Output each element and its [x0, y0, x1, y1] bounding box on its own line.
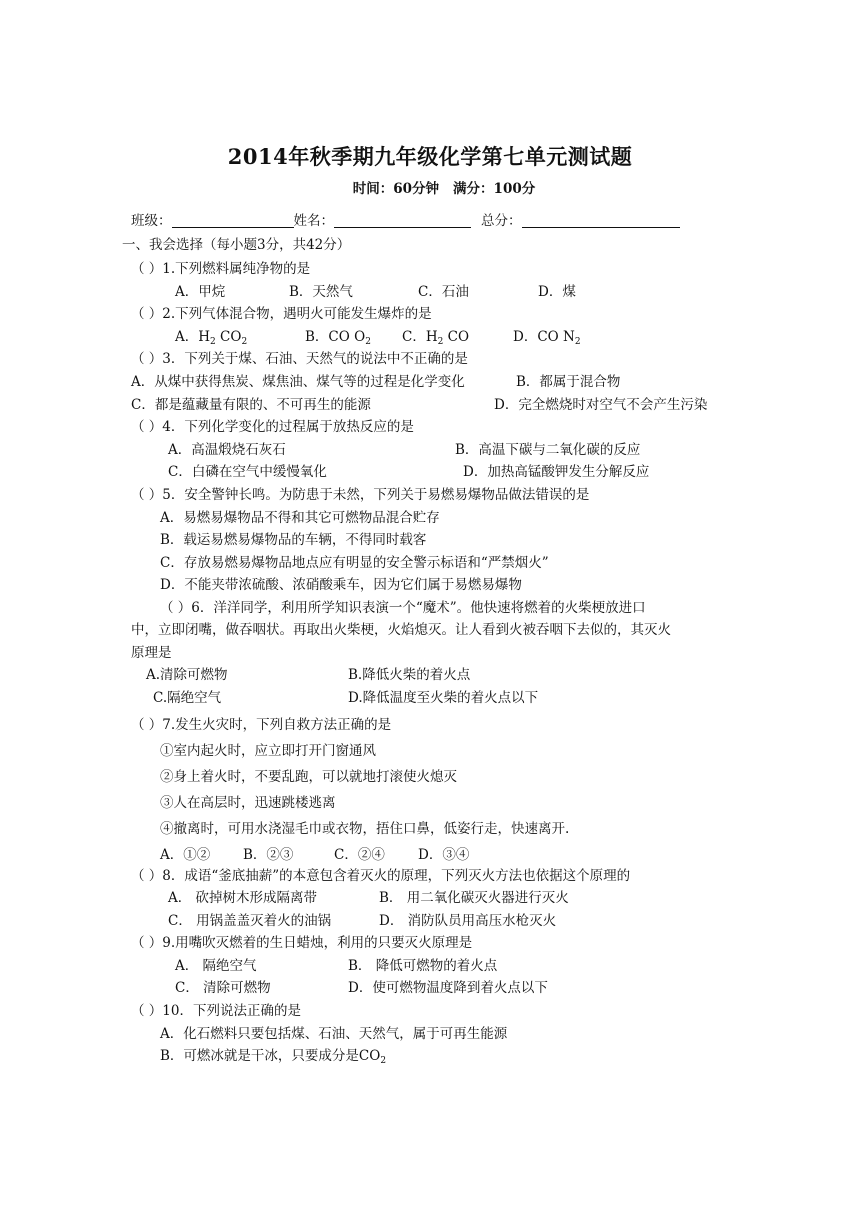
question-3-option-c: C．都是蕴藏量有限的、不可再生的能源: [131, 397, 371, 413]
question-7-statement-4: ④撤离时，可用水浇湿毛巾或衣物，捂住口鼻，低姿行走，快速离开.: [160, 821, 570, 837]
question-10-option-a: A．化石燃料只要包括煤、石油、天然气，属于可再生能源: [160, 1026, 508, 1042]
question-7-statement-3: ③人在高层时，迅速跳楼逃离: [160, 795, 336, 811]
class-label: 班级：: [131, 213, 172, 229]
question-4-stem: （ ）4．下列化学变化的过程属于放热反应的是: [131, 419, 414, 435]
question-7-stem: （ ）7.发生火灾时，下列自救方法正确的是: [131, 717, 392, 733]
student-info-row: [131, 209, 680, 229]
question-5-option-b: B．载运易燃易爆物品的车辆，不得同时载客: [160, 532, 427, 548]
question-6-stem-line-1: （ ）6．洋洋同学，利用所学知识表演一个“魔术”。他快速将燃着的火柴梗放进口: [160, 600, 646, 616]
total-label: 总分：: [481, 213, 522, 229]
question-3-option-d: D．完全燃烧时对空气不会产生污染: [494, 397, 708, 413]
question-6-stem-line-3: 原理是: [131, 645, 172, 661]
question-6-option-a: A.清除可燃物: [146, 667, 228, 683]
question-5-option-d: D．不能夹带浓硫酸、浓硝酸乘车，因为它们属于易燃易爆物: [160, 577, 522, 593]
question-4-option-d: D．加热高锰酸钾发生分解反应: [463, 464, 650, 480]
question-6-stem-line-2: 中，立即闭嘴，做吞咽状。再取出火柴梗，火焰熄灭。让人看到火被吞咽下去似的，其灭火: [131, 622, 671, 638]
name-blank: [334, 213, 471, 228]
section-heading: 一、我会选择（每小题3分，共42分）: [122, 237, 351, 253]
page-title: 2014年秋季期九年级化学第七单元测试题: [227, 144, 633, 169]
question-8-option-a: A． 砍掉树木形成隔离带: [168, 890, 318, 906]
question-7-statement-2: ②身上着火时，不要乱跑，可以就地打滚使火熄灭: [160, 769, 457, 785]
question-8-option-b: B． 用二氧化碳灭火器进行灭火: [379, 890, 569, 906]
question-2-option-c: C．$H_2$ CO: [402, 329, 470, 347]
question-3-option-b: B．都属于混合物: [516, 374, 621, 390]
question-10-stem: （ ）10．下列说法正确的是: [131, 1003, 301, 1019]
question-8-option-d: D． 消防队员用高压水枪灭火: [379, 913, 557, 929]
question-9-option-b: B． 降低可燃物的着火点: [348, 958, 498, 974]
question-6-option-b: B.降低火柴的着火点: [348, 667, 471, 683]
question-9-option-d: D．使可燃物温度降到着火点以下: [348, 980, 548, 996]
question-1-option-c: C．石油: [418, 284, 469, 300]
question-7-option-b: B．②③: [243, 847, 294, 863]
question-9-option-c: C． 清除可燃物: [175, 980, 271, 996]
question-1-stem: （ ）1.下列燃料属纯净物的是: [131, 261, 311, 277]
question-2-stem: （ ）2.下列气体混合物，遇明火可能发生爆炸的是: [131, 306, 432, 322]
question-3-stem: （ ）3．下列关于煤、石油、天然气的说法中不正确的是: [131, 351, 468, 367]
question-7-option-c: C．②④: [334, 847, 385, 863]
question-1-option-d: D．煤: [538, 284, 576, 300]
question-5-option-a: A．易燃易爆物品不得和其它可燃物品混合贮存: [160, 510, 440, 526]
question-2-option-d: D．CO $N_2$: [513, 329, 581, 347]
question-6-option-c: C.隔绝空气: [153, 690, 222, 706]
question-6-option-d: D.降低温度至火柴的着火点以下: [348, 690, 539, 706]
question-4-option-a: A．高温煅烧石灰石: [168, 442, 286, 458]
question-8-stem: （ ）8．成语“釜底抽薪”的本意包含着灭火的原理，下列灭火方法也依据这个原理的: [131, 868, 631, 884]
time-limit: 时间：60分钟: [352, 181, 440, 197]
exam-meta: [0, 177, 860, 197]
full-score: 满分：100分: [453, 181, 536, 197]
question-5-stem: （ ）5．安全警钟长鸣。为防患于未然，下列关于易燃易爆物品做法错误的是: [131, 487, 590, 503]
question-2-option-b: B．CO $O_2$: [305, 329, 371, 347]
name-label: 姓名：: [293, 213, 334, 229]
question-9-option-a: A． 隔绝空气: [175, 958, 257, 974]
question-7-option-d: D．③④: [418, 847, 470, 863]
question-1-option-a: A．甲烷: [175, 284, 226, 300]
question-10-option-b: B．可燃冰就是干冰，只要成分是$CO_2$: [160, 1048, 387, 1066]
question-7-option-a: A．①②: [160, 847, 211, 863]
question-8-option-c: C． 用锅盖盖灭着火的油锅: [168, 913, 332, 929]
class-blank: [172, 213, 294, 228]
question-4-option-c: C．白磷在空气中缓慢氧化: [168, 464, 327, 480]
question-4-option-b: B．高温下碳与二氧化碳的反应: [455, 442, 641, 458]
question-5-option-c: C．存放易燃易爆物品地点应有明显的安全警示标语和“严禁烟火”: [160, 555, 549, 571]
total-blank: [522, 213, 680, 228]
question-2-option-a: A．$H_2$ $CO_2$: [175, 329, 248, 347]
question-7-statement-1: ①室内起火时，应立即打开门窗通风: [160, 743, 376, 759]
question-3-option-a: A．从煤中获得焦炭、煤焦油、煤气等的过程是化学变化: [131, 374, 465, 390]
question-9-stem: （ ）9.用嘴吹灭燃着的生日蜡烛，利用的只要灭火原理是: [131, 935, 473, 951]
question-1-option-b: B．天然气: [289, 284, 353, 300]
